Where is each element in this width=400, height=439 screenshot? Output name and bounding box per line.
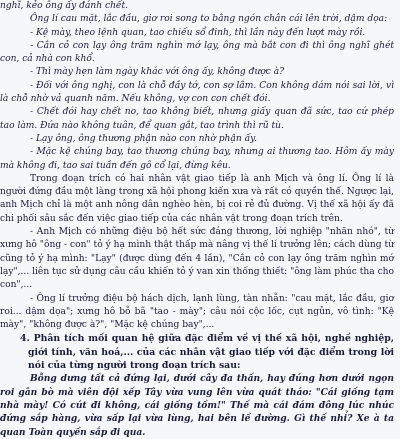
analysis-paragraph: Trong đoạn trích có hai nhân vật giao tiếp là anh Mịch và ông lí. Ông lí là người đứng đầu một làng trong xã hội phong kiến xưa và rất có quyền thế. Ngược lại, anh Mịch chỉ là một anh nông dân nghèo hèn, bị coi rẻ đủ đường. Vị thế xã hội ấy đã chi phối sâu sắc đến việc giao tiếp của các nhân vật trong đoạn trích trên. — [0, 173, 394, 224]
dialogue-line: - Chết đói hay chết no, tao không biết, nhưng giấy quan đã sức, tao cứ phép tao làm. Đứa nào không tuân, để quan gắt, tao trình thì rũ tù. — [0, 107, 394, 131]
dialogue-line: - Thì mày hẹn làm ngày khác với ông ấy, không được à? — [30, 67, 285, 78]
dialogue-line: - Cắn cỏ con lạy ông trăm nghìn mớ lạy, ông mà bắt con đi thì ông nghĩ ghét con, cả nhà con khổ. — [0, 40, 394, 65]
dialogue-line: - Lạy ông, ông thương phận nào con nhờ phận ấy. — [30, 133, 257, 144]
dialogue-line: - Đối với ông nghị, con là chỗ đầy tớ, con sợ lắm. Con không dám nói sai lời, vì là chỗ nhờ vả quanh năm. Nếu không, vợ con con chết đói. — [0, 80, 394, 105]
dialogue-line: - Kệ mày, theo lệnh quan, tao chiếu sổ đinh, thì lần này đến lượt mày rồi. — [30, 27, 366, 38]
dialogue-line: - Mặc kệ chúng bay, tao thương chúng bay, nhưng ai thương tao. Hôm ấy mày mà không đi, tao sai tuần đến gô cổ lại, đừng kêu. — [0, 147, 394, 171]
dialogue-line: nghĩ, kẻo ông ấy đánh chết. — [0, 1, 129, 11]
excerpt-paragraph: Bỗng dưng tất cả đứng lại, dưới cây đa thấn, hay đúng hơn dưới ngọn roi gân bò mà viên đội xếp Tây vừa vung lên vừa quát tháo: "Cái giống tạm nhà mày! Có cút đi không, cái giống tồm!" Thế mà cái đám đông lúc nhúc đứng sắp hàng, vừa sấp lại vừa lùng, hai bên lề đường. Gì thế nhỉ? Xe à ta quan Toàn quyền sắp đi qua. — [0, 373, 394, 438]
dialogue-line: Ông lí cau mặt, lắc đầu, giơ roi song to bằng ngón chân cái lên trời, dậm dọa: — [30, 14, 388, 25]
analysis-paragraph: - Ông lí trưởng điệu bộ hách dịch, lạnh lùng, tàn nhẫn: "cau mặt, lắc đầu, giơ roi... dậm dọa"; xưng hô bỗ bã "tao - mày"; câu nói cộc lốc, cụt ngủn, vô tình: "Kệ mày", "không được à?", "Mặc kệ chúng bay",... — [0, 293, 394, 331]
analysis-paragraph: - Anh Mịch có những điệu bộ hết sức đáng thương, lời nghiệp "nhăn nhó", từ xưng hô "ông - con" tỏ ý hạ mình thật thấp mà nâng vị thế lí trưởng lên; cách dùng từ cũng tỏ ý hạ mình: "Lạy" (được dùng đến 4 lần), "Cắn cỏ con lạy ông trăm nghìn mớ lạy",... liên tục sử dụng câu cầu khiến tỏ ý van xin thống thiết: "ông làm phúc tha cho con",... — [0, 227, 394, 291]
section-heading: 4. Phân tích mối quan hệ giữa đặc điểm về vị thế xã hội, nghề nghiệp, giới tính, văn hoá,... của các nhân vật giao tiếp với đặc điểm trong lời nói của từng người trong đoạn trích sau: — [20, 333, 394, 372]
